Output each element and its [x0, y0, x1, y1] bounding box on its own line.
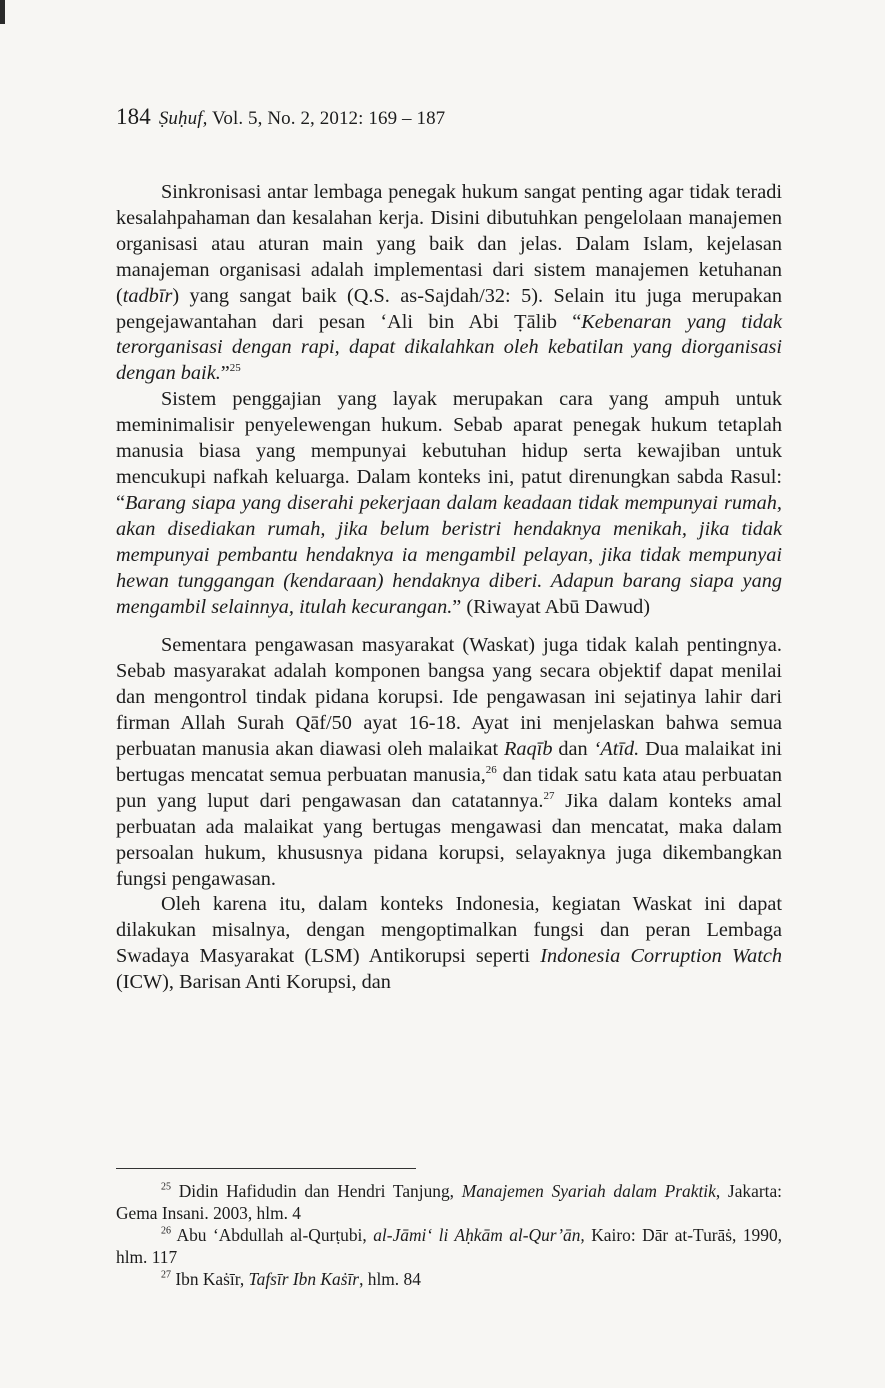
paragraph-4	[116, 892, 782, 996]
text-span: ”	[220, 362, 230, 385]
italic-term: ‘Atīd.	[593, 738, 640, 761]
text-span: ) yang sangat baik (Q.S. as-Sajdah/32: 5). Selain itu juga merupakan pengejawantahan dari pesan ‘Ali bin Abi Ṭālib “	[116, 284, 782, 333]
paragraph-2	[116, 387, 782, 620]
book-title: al-Jāmi‘ li Aḥkām al-Qur’ān,	[373, 1225, 585, 1245]
journal-citation: Vol. 5, No. 2, 2012: 169 – 187	[211, 108, 446, 129]
text-span: Dua malaikat ini bertugas mencatat semua perbuatan manusia,	[116, 738, 782, 786]
footnote-ref-25[interactable]: 25	[229, 362, 241, 375]
italic-term: Raqīb	[504, 738, 553, 761]
text-span: Sementara pengawasan masyarakat (Waskat) juga tidak kalah pentingnya. Sebab masyarakat adalah komponen bangsa yang secara objektif dapat menilai dan mengontrol tindak pidana korupsi. Ide pengawasan ini sejatinya lahir dari firman Allah Surah Qāf/50 ayat 16-18. Ayat ini menjelaskan bahwa semua perbuatan manusia akan diawasi oleh malaikat	[116, 634, 782, 761]
footnote-number: 27	[161, 1269, 171, 1281]
footnotes	[116, 1180, 782, 1290]
text-span: Kairo: Dār at-Turāṡ, 1990, hlm. 117	[116, 1225, 782, 1267]
text-span: (ICW), Barisan Anti Korupsi, dan	[116, 971, 391, 994]
text-span: , hlm. 84	[359, 1269, 421, 1289]
page-number: 184	[116, 104, 151, 129]
footnote-27	[116, 1268, 782, 1290]
text-span: Didin Hafidudin dan Hendri Tanjung,	[171, 1181, 462, 1201]
footnote-25	[116, 1180, 782, 1224]
italic-quote: Barang siapa yang diserahi pekerjaan dalam keadaan tidak mempunyai rumah, akan disediakan rumah, jika belum beristri hendaknya menikah, jika tidak mempunyai pembantu hendaknya ia mengambil pelayan, jika tidak mempunyai hewan tunggangan (kendaraan) hendaknya diberi. Adapun barang siapa yang mengambil selainnya, itulah kecurangan.	[116, 491, 782, 618]
book-title: Tafsīr Ibn Kaṡīr	[248, 1269, 360, 1289]
footnote-divider	[116, 1168, 416, 1169]
text-span: ” (Riwayat Abū Dawud)	[452, 595, 650, 618]
scan-edge-mark	[0, 0, 5, 24]
footnote-ref-26[interactable]: 26	[485, 763, 497, 776]
text-span: Ibn Kaṡīr,	[171, 1269, 249, 1289]
paragraph-3	[116, 633, 782, 892]
italic-quote: Kebenaran yang tidak terorganisasi dengan rapi, dapat dikalahkan oleh kebatilan yang diorganisasi dengan baik.	[116, 310, 782, 385]
text-span: dan tidak satu kata atau perbuatan pun yang luput dari pengawasan dan catatannya.	[116, 763, 783, 812]
book-title: Manajemen Syariah dalam Praktik	[461, 1181, 716, 1201]
journal-name: Ṣuḥuf,	[158, 108, 208, 129]
italic-term: tadbīr	[122, 284, 173, 307]
footnote-number: 25	[161, 1181, 171, 1193]
paragraph-1	[116, 180, 782, 387]
italic-term: Indonesia Corruption Watch	[540, 945, 782, 968]
footnote-ref-27[interactable]: 27	[543, 789, 555, 802]
text-span: dan	[552, 738, 594, 761]
text-span: Abu ‘Abdullah al-Qurṭubi,	[171, 1225, 374, 1245]
text-span: Sinkronisasi antar lembaga penegak hukum sangat penting agar tidak teradi kesalahpahaman dan kesalahan kerja. Disini dibutuhkan pengelolaan manajemen organisasi atau aturan main yang baik dan jelas. Dalam Islam, kejelasan manajeman organisasi adalah implementasi dari sistem manajemen ketuhanan (	[116, 181, 782, 307]
text-span: Sistem penggajian yang layak merupakan cara yang ampuh untuk meminimalisir penyelewengan hukum. Sebab aparat penegak hukum tetaplah manusia biasa yang mempunyai kebutuhan hidup serta kewajiban untuk mencukupi nafkah keluarga. Dalam konteks ini, patut direnungkan sabda Rasul: “	[116, 388, 782, 514]
main-text	[116, 180, 782, 996]
footnote-number: 26	[161, 1225, 171, 1237]
footnote-26	[116, 1224, 782, 1268]
running-header	[116, 104, 445, 130]
text-span: Jika dalam konteks amal perbuatan ada malaikat yang bertugas mengawasi dan mencatat, maka dalam persoalan hukum, khususnya pidana korupsi, selayaknya juga dikembangkan fungsi pengawasan.	[116, 789, 782, 890]
text-span: Oleh karena itu, dalam konteks Indonesia, kegiatan Waskat ini dapat dilakukan misalnya, dengan mengoptimalkan fungsi dan peran Lembaga Swadaya Masyarakat (LSM) Antikorupsi seperti	[116, 893, 782, 968]
text-span: , Jakarta: Gema Insani. 2003, hlm. 4	[116, 1181, 783, 1223]
